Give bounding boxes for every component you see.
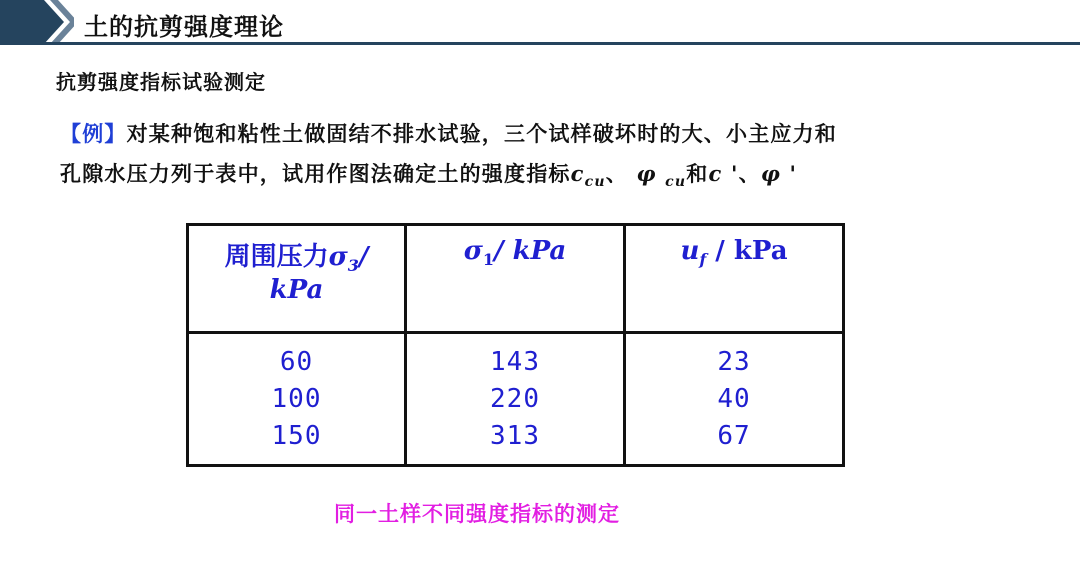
symbol-c-prime: c ' — [708, 161, 739, 186]
table-row — [188, 333, 844, 466]
symbol-phi-prime: φ ' — [760, 161, 798, 186]
symbol-c-cu: $c_{cu}$ — [570, 161, 606, 191]
page-title: 土的抗剪强度理论 — [84, 13, 284, 41]
table-header-row — [188, 225, 844, 333]
example-line-1 — [60, 118, 1060, 148]
example-text-1: 对某种饱和粘性土做固结不排水试验，三个试样破坏时的大、小主应力和 — [126, 122, 838, 146]
sigma-3-values: 60 100 150 — [188, 333, 406, 466]
separator: 、 — [605, 162, 628, 186]
example-tag: 【例】 — [60, 122, 127, 146]
header-sigma-1: $\sigma_1/$ kPa — [406, 225, 625, 333]
separator: 、 — [738, 162, 761, 186]
chevron-banner-icon — [0, 0, 74, 44]
conjunction: 和 — [686, 162, 709, 186]
table-caption: 同一土样不同强度指标的测定 — [334, 502, 620, 526]
title-divider — [0, 42, 1080, 45]
pore-pressure-values: 23 40 67 — [625, 333, 844, 466]
section-subtitle: 抗剪强度指标试验测定 — [56, 70, 266, 94]
header-confining-pressure: 周围压力$\sigma_3/$ kPa — [188, 225, 406, 333]
sigma-1-values: 143 220 313 — [406, 333, 625, 466]
example-line-2 — [60, 158, 1060, 190]
header-pore-pressure: $u_f$ / kPa — [625, 225, 844, 333]
stress-table — [186, 223, 845, 467]
symbol-phi-cu: φ $_{cu}$ — [636, 161, 687, 191]
title-bar — [0, 0, 1080, 46]
example-text-2: 孔隙水压力列于表中，试用作图法确定土的强度指标 — [60, 162, 571, 186]
